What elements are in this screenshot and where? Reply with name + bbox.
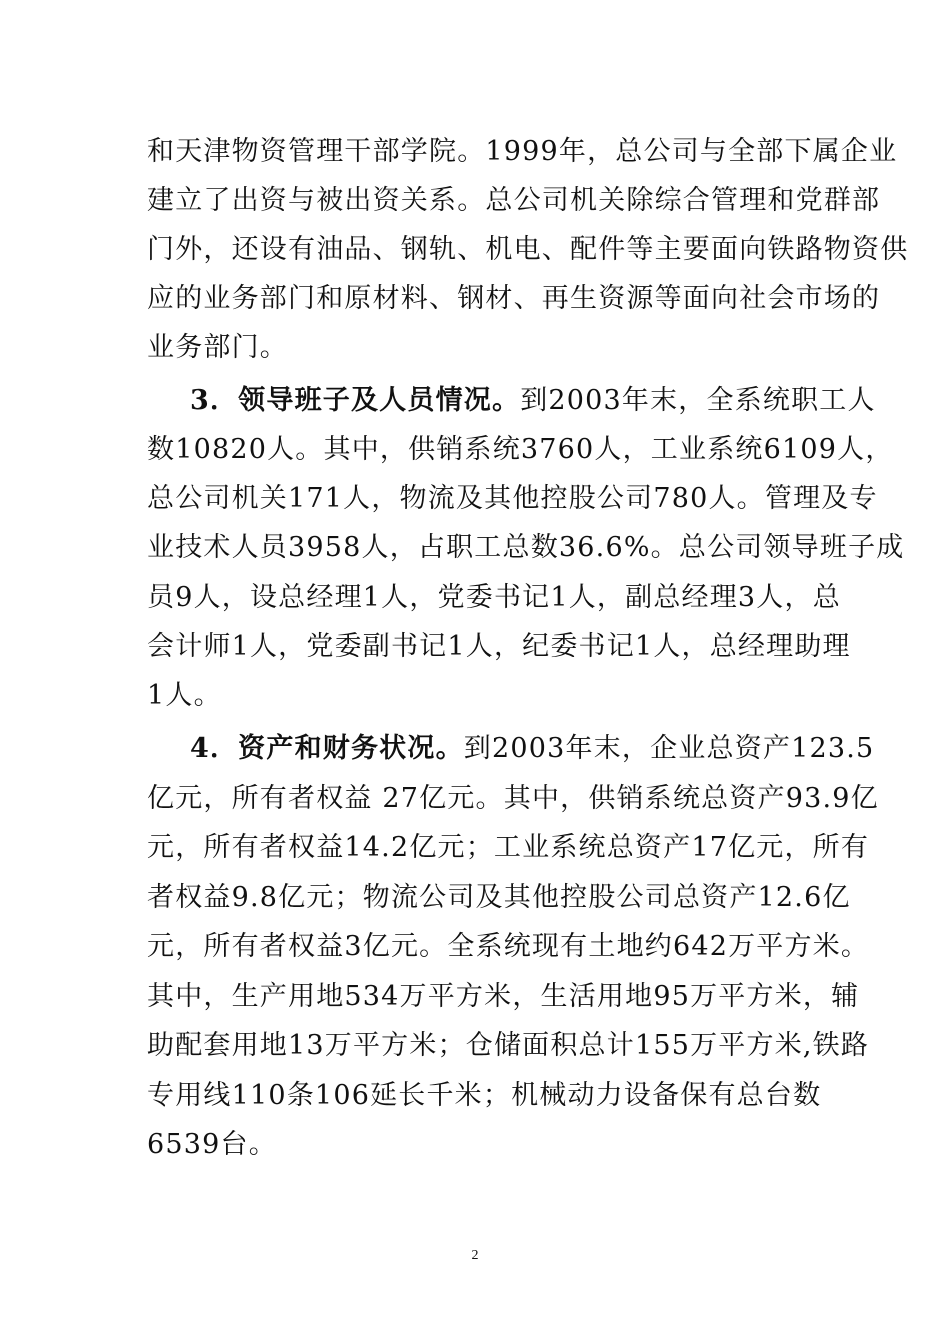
paragraph-line: 助配套用地13万平方米；仓储面积总计155万平方米,铁路 bbox=[147, 1030, 870, 1061]
section-4-first-line bbox=[190, 731, 874, 767]
section-3-heading: 3．领导班子及人员情况。 bbox=[190, 385, 521, 416]
section-3-first-line-text: 到2003年末，全系统职工人 bbox=[520, 385, 876, 416]
paragraph-line: 其中，生产用地534万平方米，生活用地95万平方米，辅 bbox=[147, 981, 860, 1012]
paragraph-line: 门外，还设有油品、钢轨、机电、配件等主要面向铁路物资供 bbox=[147, 234, 909, 265]
paragraph-line: 亿元，所有者权益 27亿元。其中，供销系统总资产93.9亿 bbox=[147, 783, 879, 814]
section-4-heading: 4．资产和财务状况。 bbox=[190, 733, 464, 764]
page-number: 2 bbox=[471, 1248, 479, 1263]
paragraph-line: 业务部门。 bbox=[147, 332, 288, 363]
paragraph-line: 者权益9.8亿元；物流公司及其他控股公司总资产12.6亿 bbox=[147, 882, 851, 913]
paragraph-line: 专用线110条106延长千米；机械动力设备保有总台数 bbox=[147, 1080, 822, 1111]
paragraph-line: 会计师1人，党委副书记1人，纪委书记1人，总经理助理 bbox=[147, 631, 851, 662]
paragraph-line: 建立了出资与被出资关系。总公司机关除综合管理和党群部 bbox=[147, 185, 881, 216]
paragraph-line: 和天津物资管理干部学院。1999年，总公司与全部下属企业 bbox=[147, 136, 898, 167]
paragraph-line: 应的业务部门和原材料、钢材、再生资源等面向社会市场的 bbox=[147, 283, 881, 314]
paragraph-line: 总公司机关171人，物流及其他控股公司780人。管理及专 bbox=[147, 483, 878, 514]
paragraph-line: 业技术人员3958人，占职工总数36.6%。总公司领导班子成 bbox=[147, 532, 905, 563]
paragraph-line: 1人。 bbox=[147, 680, 222, 711]
section-3-first-line bbox=[190, 383, 876, 419]
paragraph-line: 员9人，设总经理1人，党委书记1人，副总经理3人，总 bbox=[147, 582, 841, 613]
paragraph-line: 元，所有者权益3亿元。全系统现有土地约642万平方米。 bbox=[147, 931, 870, 962]
paragraph-line: 6539台。 bbox=[147, 1129, 277, 1160]
paragraph-line: 数10820人。其中，供销系统3760人，工业系统6109人， bbox=[147, 434, 894, 465]
paragraph-line: 元，所有者权益14.2亿元；工业系统总资产17亿元，所有 bbox=[147, 832, 870, 863]
section-4-first-line-text: 到2003年末，企业总资产123.5 bbox=[463, 733, 875, 764]
